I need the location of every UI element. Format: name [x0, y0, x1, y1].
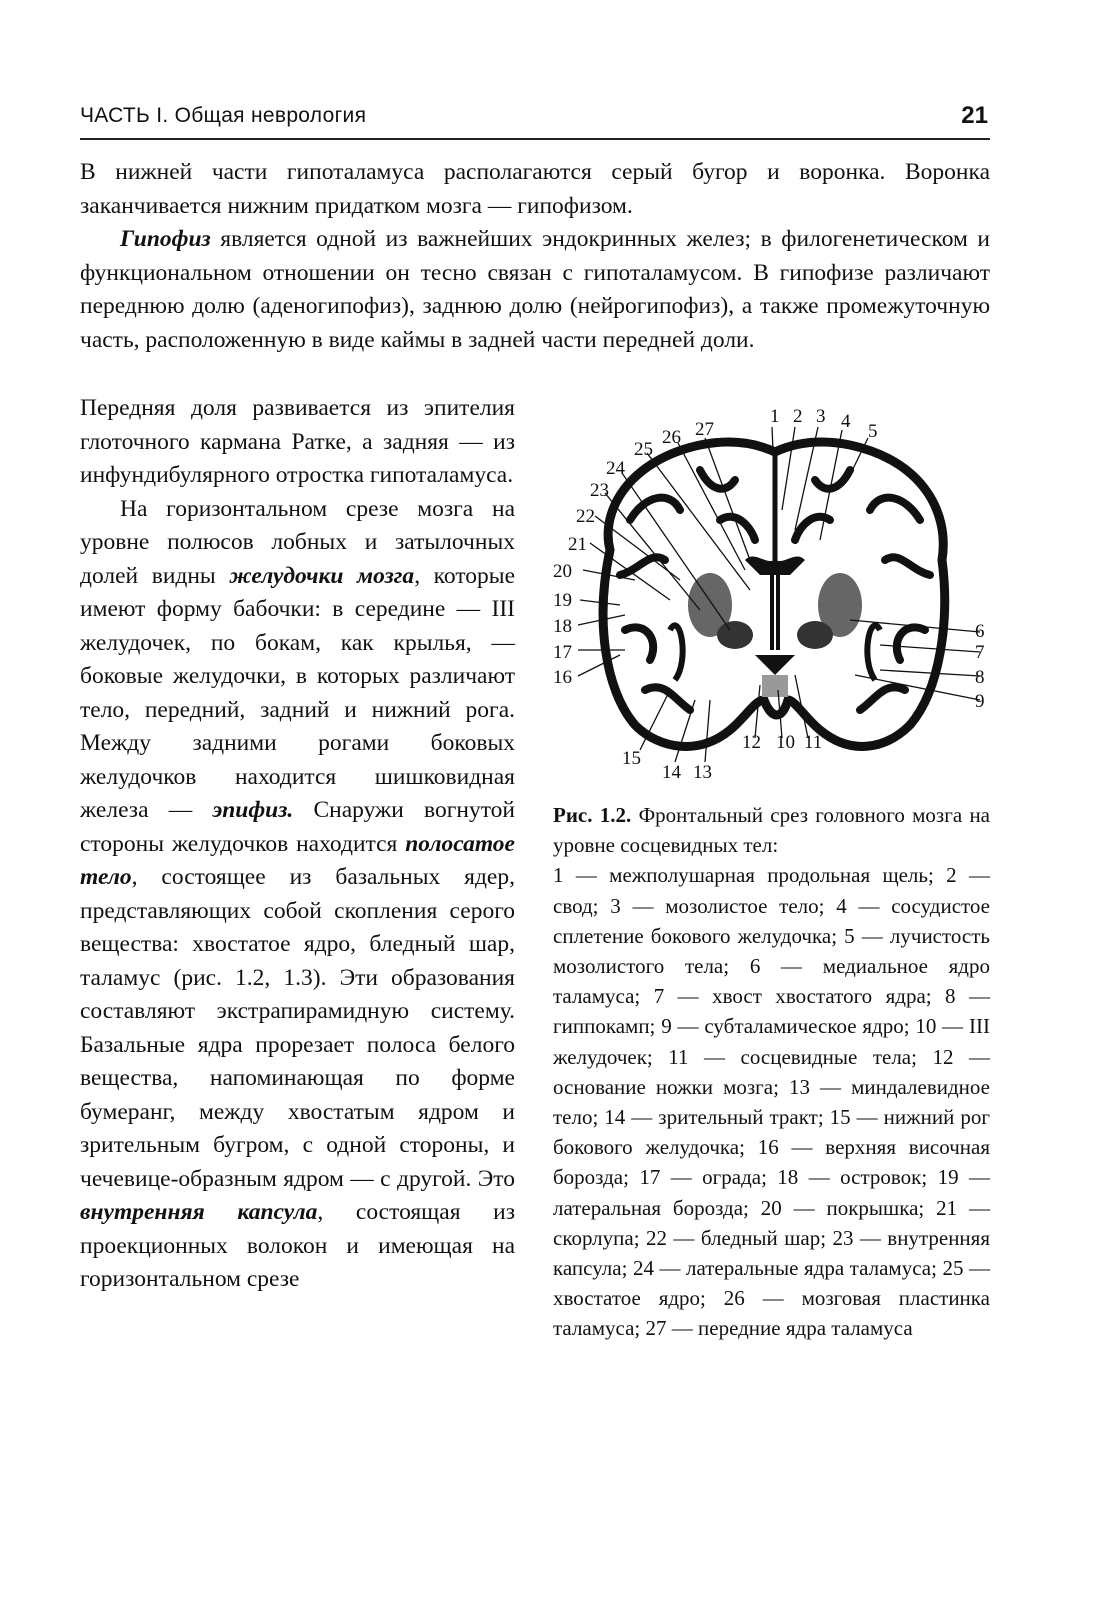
label-15: 15: [622, 748, 641, 769]
term-hypophysis: Гипофиз: [120, 226, 211, 252]
label-10: 10: [776, 732, 795, 753]
term-striatum: полосатое тело: [80, 830, 515, 890]
label-21: 21: [568, 534, 587, 555]
label-17: 17: [553, 642, 572, 663]
term-ventricles: желудочки мозга: [229, 562, 415, 589]
label-1: 1: [770, 406, 780, 427]
paragraph-2-continued: Передняя доля развивается из эпителия глоточного кармана Ратке, а задняя — из инфундибулярного отростка гипоталамуса.: [80, 395, 515, 488]
label-20: 20: [553, 561, 572, 582]
label-26: 26: [662, 427, 681, 448]
figure-caption: [553, 800, 990, 1344]
label-4: 4: [841, 411, 851, 432]
term-internal-capsule: внутренняя капсула: [80, 1199, 318, 1225]
label-14: 14: [662, 762, 681, 783]
label-13: 13: [693, 762, 712, 783]
label-25: 25: [634, 439, 653, 460]
caption-number: Рис. 1.2.: [553, 803, 632, 827]
p3-text-2: , которые имеют форму бабочки: в середине — III желудочек, по бокам, как крылья, — боковые желудочки, в которых различают тело, передний, задний и нижний рога. Между задними рогами боковых желудочков находится шишковидная железа —: [80, 562, 515, 823]
running-header: [80, 104, 990, 140]
paragraph-3: [80, 493, 515, 1297]
paragraph-2-text: является одной из важнейших эндокринных желез; в филогенетическом и функциональном отношении он тесно связан с гипоталамусом. В гипофизе различают переднюю долю (аденогипофиз), заднюю долю (нейрогипофиз), а также промежуточную часть, расположенную в виде каймы в задней части передней доли.: [80, 226, 990, 353]
paragraph-1: В нижней части гипоталамуса располагаются серый бугор и воронка. Воронка заканчивается нижним придатком мозга — гипофизом.: [80, 159, 990, 219]
label-3: 3: [816, 406, 826, 427]
label-19: 19: [553, 590, 572, 611]
p3-text-1: На горизонтальном срезе мозга на уровне полюсов лобных и затылочных долей видны: [80, 495, 515, 589]
label-7: 7: [975, 642, 985, 663]
brain-section-drawing: [550, 400, 995, 795]
p3-text-3: Снаружи вогнутой стороны желудочков находится: [80, 797, 515, 857]
label-23: 23: [590, 480, 609, 501]
label-6: 6: [975, 621, 985, 642]
body-top: [80, 156, 990, 357]
label-8: 8: [975, 667, 985, 688]
p3-text-4: , состоящее из базальных ядер, представляющих собой скопления серого вещества: хвостатое ядро, бледный шар, таламус (рис. 1.2, 1.3). Эти образования составляют экстрапирамидную систему. Базальные ядра прорезает полоса белого вещества, напоминающая по форме бумеранг, между хвостатым ядром и зрительным бугром, с одной стороны, и чечевице-образным ядром — с другой. Это: [80, 864, 515, 1192]
paragraph-2: [80, 223, 990, 357]
caption-title-text: Фронтальный срез головного мозга на уровне сосцевидных тел:: [553, 803, 990, 858]
label-27: 27: [695, 419, 714, 440]
label-5: 5: [868, 421, 878, 442]
label-2: 2: [793, 406, 803, 427]
caption-title: [553, 800, 990, 860]
label-12: 12: [742, 732, 761, 753]
body-left-column: [80, 392, 515, 1297]
section-title: ЧАСТЬ I. Общая неврология: [80, 104, 367, 127]
term-epiphysis: эпифиз.: [212, 797, 294, 823]
p3-text-5: , состоящая из проекционных волокон и имеющая на горизонтальном срезе: [80, 1199, 516, 1292]
label-11: 11: [804, 732, 823, 753]
label-18: 18: [553, 616, 572, 637]
label-22: 22: [576, 506, 595, 527]
brain-section-figure: [550, 400, 995, 795]
caption-legend: 1 — межполушарная продольная щель; 2 — свод; 3 — мозолистое тело; 4 — сосудистое сплетение бокового желудочка; 5 — лучистость мозолистого тела; 6 — медиальное ядро таламуса; 7 — хвост хвостатого ядра; 8 — гиппокамп; 9 — субталамическое ядро; 10 — III желудочек; 11 — сосцевидные тела; 12 — основание ножки мозга; 13 — миндалевидное тело; 14 — зрительный тракт; 15 — нижний рог бокового желудочка; 16 — верхняя височная борозда; 17 — ограда; 18 — островок; 19 — латеральная борозда; 20 — покрышка; 21 — скорлупа; 22 — бледный шар; 23 — внутренняя капсула; 24 — латеральные ядра таламуса; 25 — хвостатое ядро; 26 — мозговая пластинка таламуса; 27 — передние ядра таламуса: [553, 863, 990, 1341]
page-number: 21: [961, 102, 988, 129]
label-16: 16: [553, 667, 572, 688]
label-24: 24: [606, 458, 625, 479]
label-9: 9: [975, 691, 985, 712]
